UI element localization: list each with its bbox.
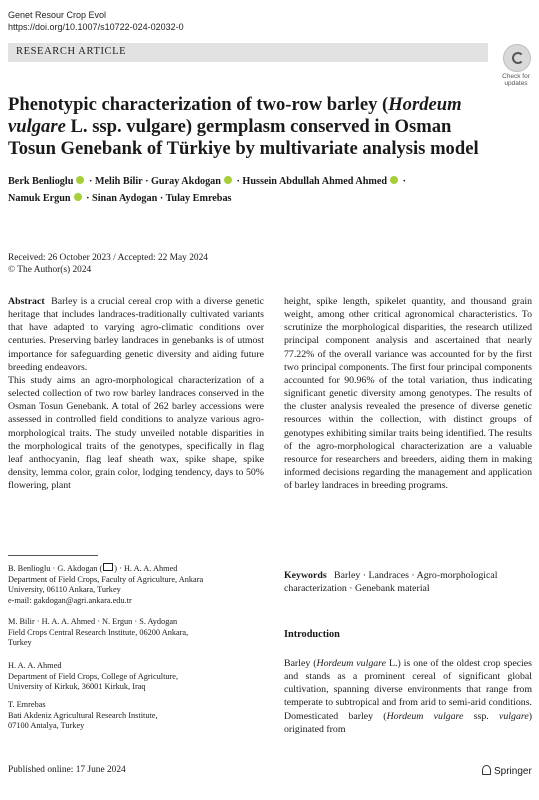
- affiliation-institution: Bati Akdeniz Agricultural Research Institute,: [8, 710, 158, 720]
- article-type-banner: [8, 43, 488, 62]
- corresponding-email[interactable]: e-mail: gakdogan@agri.ankara.edu.tr: [8, 595, 132, 605]
- affiliation-authors: B. Benlioglu · G. Akdogan (: [8, 564, 103, 573]
- journal-name: Genet Resour Crop Evol: [8, 10, 107, 20]
- affiliation-institution: Department of Field Crops, College of Agriculture,: [8, 671, 179, 681]
- footnote-divider: [8, 555, 98, 556]
- affiliation-authors-cont: ) · H. A. A. Ahmed: [114, 564, 178, 573]
- affiliation-4: [8, 700, 264, 732]
- affiliation-address: University, 06110 Ankara, Turkey: [8, 585, 121, 594]
- received-accepted-dates: Received: 26 October 2023 / Accepted: 22 May 2024: [8, 253, 208, 263]
- author-separator: ·: [402, 176, 407, 187]
- author-name[interactable]: · Sinan Aydogan · Tulay Emrebas: [86, 193, 232, 204]
- title-text-1: Phenotypic characterization of two-row barley (: [8, 94, 389, 115]
- doi-link[interactable]: https://doi.org/10.1007/s10722-024-02032-0: [8, 22, 184, 32]
- author-list: [8, 173, 488, 207]
- author-name[interactable]: Berk Benlioglu: [8, 176, 74, 187]
- affiliation-institution: Field Crops Central Research Institute, 06200 Ankara,: [8, 627, 189, 637]
- author-name[interactable]: · Melih Bilir · Guray Akdogan: [88, 176, 221, 187]
- publisher-logo: [482, 765, 532, 777]
- journal-header: [8, 9, 184, 33]
- abstract-text-1: Barley is a crucial cereal crop with a diverse genetic heritage that includes landraces-traditionally cultivated variants that have adapted to varying agro-climatic conditions over centuries. Preserving barley landraces in genebanks is of utmost importance for safeguarding genetic diversity and aiding future breeding endeavors.: [8, 296, 265, 373]
- affiliation-address: Turkey: [8, 638, 32, 647]
- published-date: Published online: 17 June 2024: [8, 765, 126, 775]
- copyright-notice: © The Author(s) 2024: [8, 265, 92, 275]
- email-icon: [103, 563, 113, 571]
- orcid-icon[interactable]: [74, 193, 82, 201]
- introduction-text: Barley (Hordeum vulgare L.) is one of the oldest crop species and stands as a prominent cereal of significant global cultivation, spanning diverse environments that range from temperate to subtropical and from arid to semi-arid conditions. Domesticated barley (Hordeum vulgare ssp. vulgare) originated from: [284, 658, 533, 735]
- publisher-name: Springer: [494, 766, 532, 777]
- orcid-icon[interactable]: [224, 176, 232, 184]
- affiliation-3: [8, 661, 264, 693]
- affiliation-2: [8, 617, 264, 649]
- keywords-label: Keywords: [284, 570, 327, 581]
- affiliation-authors: H. A. A. Ahmed: [8, 661, 62, 670]
- affiliation-1: [8, 563, 264, 606]
- badge-label-2: updates: [504, 80, 528, 87]
- abstract-label: Abstract: [8, 296, 45, 307]
- springer-horse-icon: [482, 765, 491, 775]
- check-for-updates-badge[interactable]: [500, 44, 532, 96]
- affiliation-address: 07100 Antalya, Turkey: [8, 721, 85, 730]
- abstract-left-column: [8, 295, 264, 492]
- keywords-text: Barley · Landraces · Agro-morphological characterization · Genebank material: [284, 570, 498, 594]
- affiliation-institution: Department of Field Crops, Faculty of Agriculture, Ankara: [8, 574, 204, 584]
- title-italic: Hordeum vulgare: [8, 94, 462, 137]
- introduction-heading: Introduction: [284, 629, 340, 640]
- abstract-paragraph-2: This study aims an agro-morphological characterization of a selected collection of two row barley landraces conserved in the Osman Tosun Genebank. A total of 262 barley accessions were assessed in controlled field conditions to analyze various agro-morphological traits. The study unveiled notable disparities in the morphological traits of the genotypes, specifically in flag leaf anthocyanin, flag leaf sheath wax, spike shape, spike density, lemma color, grain color, lodging tendency, days to 50% flowering, plant: [8, 374, 264, 492]
- author-name[interactable]: · Hussein Abdullah Ahmed Ahmed: [236, 176, 388, 187]
- article-title: [8, 94, 488, 160]
- article-type: RESEARCH ARTICLE: [16, 46, 127, 57]
- badge-label-1: Check for: [502, 73, 530, 80]
- orcid-icon[interactable]: [76, 176, 84, 184]
- orcid-icon[interactable]: [390, 176, 398, 184]
- abstract-paragraph-1: [8, 295, 264, 374]
- title-text-2: L. ssp. vulgare) germplasm conserved in Osman Tosun Genebank of Türkiye by multivariate analysis model: [8, 116, 479, 159]
- affiliation-authors: T. Emrebas: [8, 700, 46, 709]
- affiliation-address: University of Kirkuk, 36001 Kirkuk, Iraq: [8, 682, 146, 691]
- author-name[interactable]: Namuk Ergun: [8, 193, 71, 204]
- affiliation-authors: M. Bilir · H. A. A. Ahmed · N. Ergun · S. Aydogan: [8, 617, 178, 626]
- keywords: [284, 569, 532, 595]
- check-updates-icon: [503, 44, 531, 72]
- article-dates: [8, 252, 208, 276]
- abstract-right-column: height, spike length, spikelet quantity, and thousand grain weight, among other critical agronomical characteristics. To scrutinize the morphological disparities, the research utilized principal component analysis and ascertained that nearly 77.22% of the overall variance was accounted for by the first two principal components. The first four principal components accounted for 90.96% of the total variation, thus indicating significant genetic diversity among genotypes. The results of the cluster analysis revealed the presence of diverse genetic resources within the collection, with distinct groups of genotypes exhibiting similar traits being identified. The results of the agro-morphological characterization are a valuable resource for researchers and breeders, aiding them in making informed decisions regarding the management and application of barley landraces in breeding programs.: [284, 296, 532, 492]
